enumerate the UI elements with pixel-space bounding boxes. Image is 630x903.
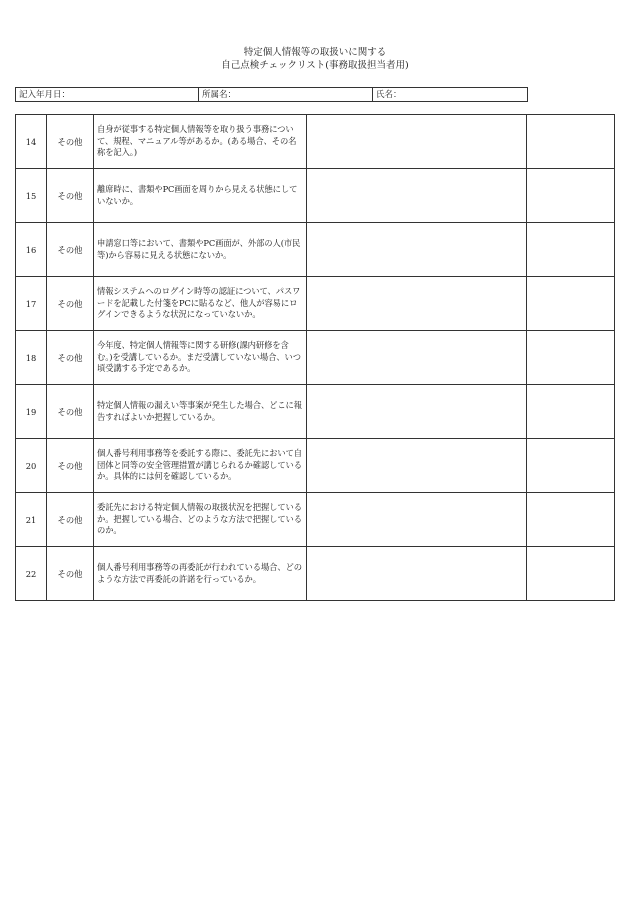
item-question: 委託先における特定個人情報の取扱状況を把握しているか。把握している場合、どのような方法で把握しているのか。 [94, 493, 307, 547]
item-question: 情報システムへのログイン時等の認証について、パスワードを記載した付箋をPCに貼るなど、他人が容易にログインできるような状況になっていないか。 [94, 277, 307, 331]
checklist-row [16, 277, 615, 331]
item-category: その他 [47, 169, 94, 223]
title-line-1: 特定個人情報等の取扱いに関する [243, 47, 387, 58]
department-field[interactable]: 所属名： [198, 88, 372, 101]
checklist-row [16, 493, 615, 547]
answer-cell[interactable] [307, 493, 527, 547]
answer-cell[interactable] [307, 277, 527, 331]
item-number: 16 [16, 223, 47, 277]
item-category: その他 [47, 547, 94, 601]
answer-cell[interactable] [307, 547, 527, 601]
item-category: その他 [47, 115, 94, 169]
item-number: 21 [16, 493, 47, 547]
remarks-cell[interactable] [527, 115, 615, 169]
checklist-row [16, 115, 615, 169]
item-question: 今年度、特定個人情報等に関する研修(課内研修を含む。)を受講しているか。まだ受講していない場合、いつ頃受講する予定であるか。 [94, 331, 307, 385]
remarks-cell[interactable] [527, 223, 615, 277]
name-field[interactable]: 氏名： [372, 88, 527, 101]
respondent-info-table [15, 87, 528, 102]
answer-cell[interactable] [307, 385, 527, 439]
item-number: 14 [16, 115, 47, 169]
entry-date-field[interactable]: 記入年月日： [19, 90, 71, 100]
checklist-row [16, 169, 615, 223]
item-category: その他 [47, 439, 94, 493]
remarks-cell[interactable] [527, 439, 615, 493]
answer-cell[interactable] [307, 439, 527, 493]
checklist-row [16, 547, 615, 601]
item-category: その他 [47, 385, 94, 439]
remarks-cell[interactable] [527, 169, 615, 223]
item-question: 自身が従事する特定個人情報等を取り扱う事務について、規程、マニュアル等があるか。(ある場合、その名称を記入。) [94, 115, 307, 169]
remarks-cell[interactable] [527, 277, 615, 331]
item-category: その他 [47, 493, 94, 547]
remarks-cell[interactable] [527, 385, 615, 439]
item-question: 申請窓口等において、書類やPC画面が、外部の人(市民等)から容易に見える状態にないか。 [94, 223, 307, 277]
item-category: その他 [47, 277, 94, 331]
checklist-row [16, 439, 615, 493]
item-number: 20 [16, 439, 47, 493]
remarks-cell[interactable] [527, 547, 615, 601]
item-question: 個人番号利用事務等の再委託が行われている場合、どのような方法で再委託の許諾を行っているか。 [94, 547, 307, 601]
item-category: その他 [47, 223, 94, 277]
item-number: 17 [16, 277, 47, 331]
checklist-row [16, 331, 615, 385]
item-number: 22 [16, 547, 47, 601]
answer-cell[interactable] [307, 115, 527, 169]
answer-cell[interactable] [307, 331, 527, 385]
checklist-body [16, 115, 615, 601]
title-line-2: 自己点検チェックリスト(事務取扱担当者用) [221, 60, 409, 71]
remarks-cell[interactable] [527, 331, 615, 385]
checklist-row [16, 223, 615, 277]
item-question: 離席時に、書類やPC画面を周りから見える状態にしていないか。 [94, 169, 307, 223]
checklist-table [15, 114, 615, 601]
item-number: 18 [16, 331, 47, 385]
item-number: 15 [16, 169, 47, 223]
checklist-row [16, 385, 615, 439]
item-question: 特定個人情報の漏えい等事案が発生した場合、どこに報告すればよいか把握しているか。 [94, 385, 307, 439]
answer-cell[interactable] [307, 223, 527, 277]
item-category: その他 [47, 331, 94, 385]
answer-cell[interactable] [307, 169, 527, 223]
document-title [0, 46, 630, 72]
item-number: 19 [16, 385, 47, 439]
remarks-cell[interactable] [527, 493, 615, 547]
item-question: 個人番号利用事務等を委託する際に、委託先において自団体と同等の安全管理措置が講じられるか確認しているか。具体的には何を確認しているか。 [94, 439, 307, 493]
